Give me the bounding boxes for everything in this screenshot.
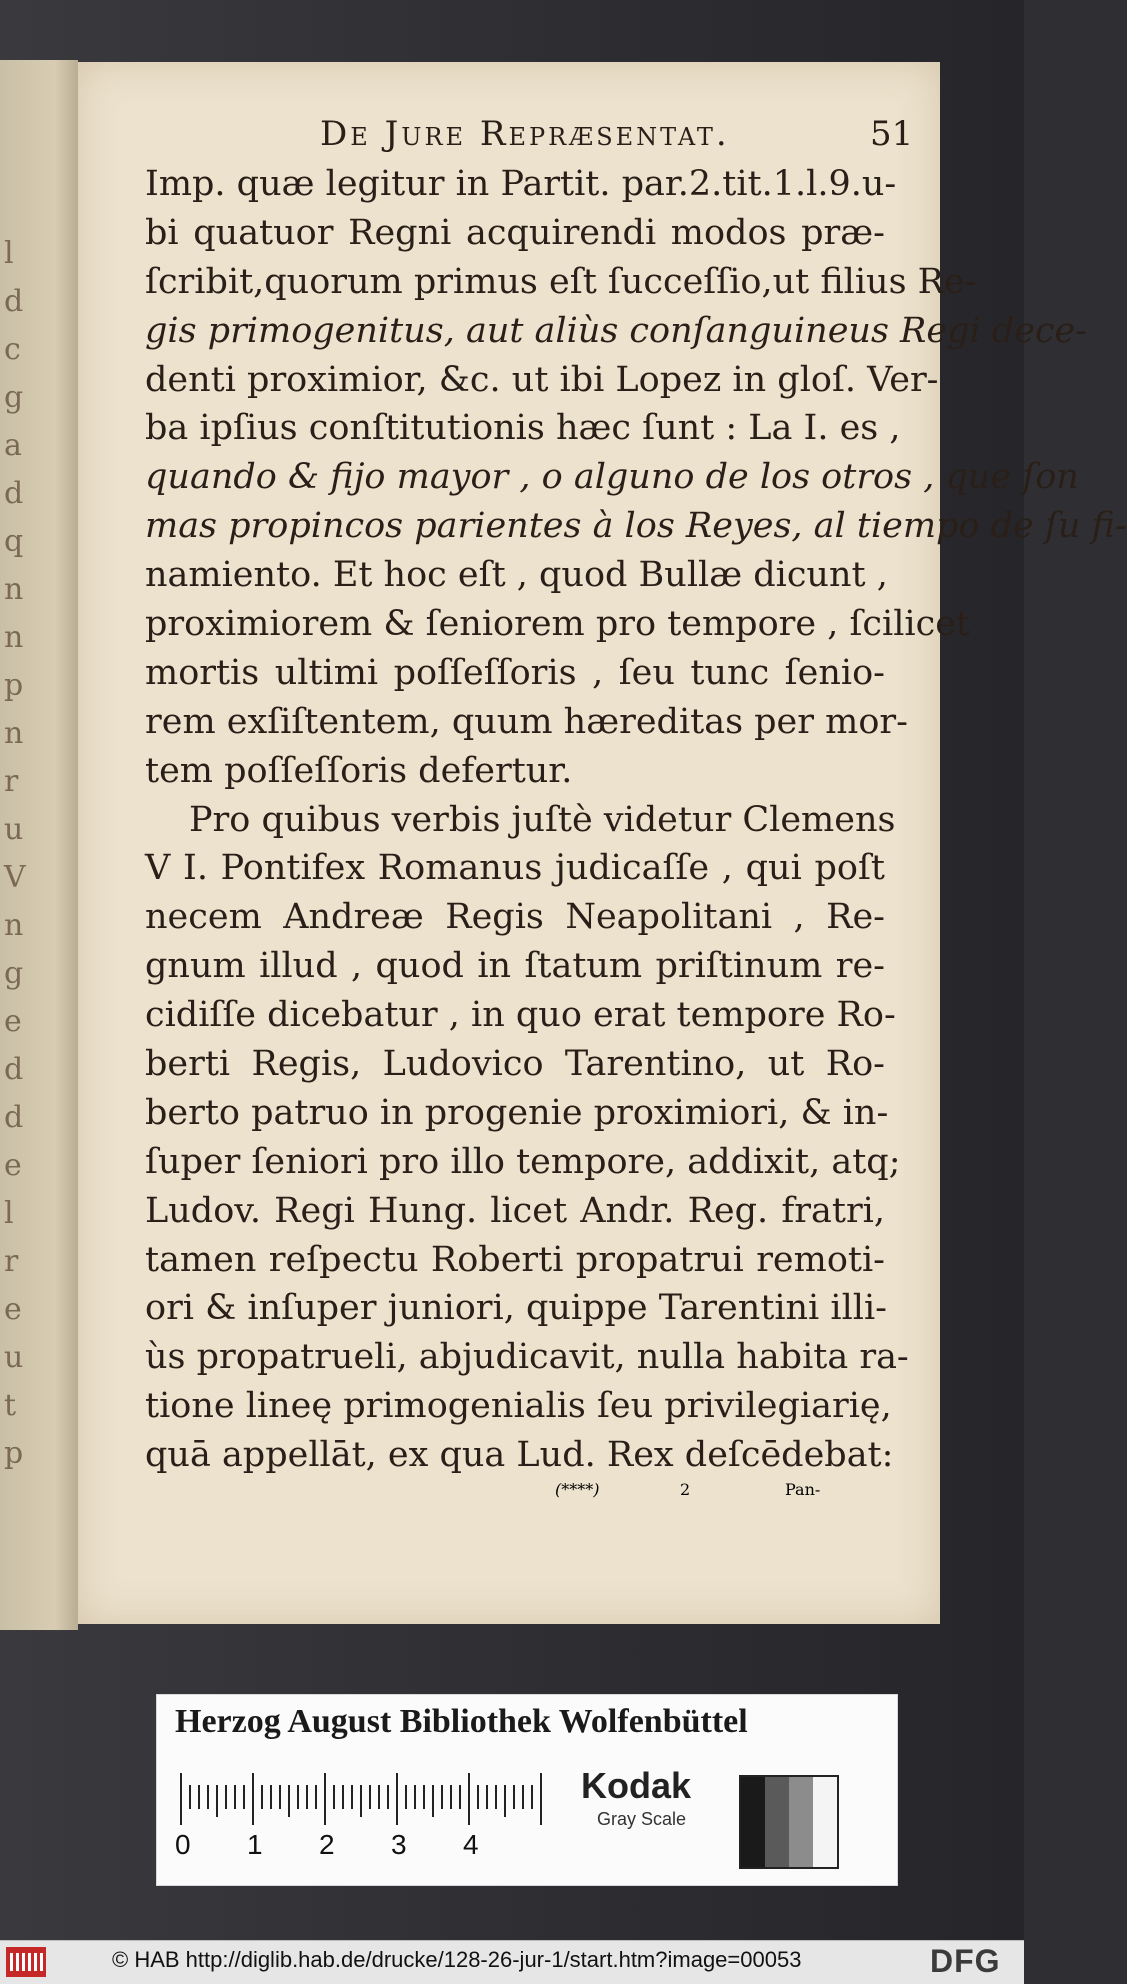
ruler-label: 0 xyxy=(175,1829,191,1860)
text-line: Imp. quæ legitur in Partit. par.2.tit.1.l.9.u- xyxy=(145,164,897,204)
text-line: tamen reſpectu Roberti propatrui remoti- xyxy=(145,1239,885,1280)
catchword: Pan- xyxy=(785,1480,821,1500)
text-line: proximiorem & ſeniorem pro tempore , ſcilicet xyxy=(145,604,970,645)
text-line: berti Regis, Ludovico Tarentino, ut Ro- xyxy=(145,1044,885,1085)
hab-logo-icon xyxy=(6,1947,46,1977)
source-citation: © HAB http://diglib.hab.de/drucke/128-26-jur-1/start.htm?image=00053 xyxy=(112,1947,802,1972)
gray-swatch xyxy=(765,1777,789,1867)
text-line: mas propincos parientes à los Reyes, al tiempo de ſu fi- xyxy=(145,506,1127,547)
text-line: Ludov. Regi Hung. licet Andr. Reg. fratri, xyxy=(145,1190,885,1231)
text-line: ba ipſius conſtitutionis hæc ſunt : La I. es , xyxy=(145,408,901,449)
text-line: necem Andreæ Regis Neapolitani , Re- xyxy=(145,897,885,938)
book-page xyxy=(78,62,1127,1624)
library-name: Herzog August Bibliothek Wolfenbüttel xyxy=(175,1703,748,1740)
text-line: rem exſiſtentem, quum hæreditas per mor- xyxy=(145,701,908,742)
signature-mark: (****) xyxy=(555,1480,600,1500)
text-line: ùs propatrueli, abjudicavit, nulla habita ra- xyxy=(145,1337,909,1378)
ruler xyxy=(175,1773,561,1863)
text-line: quā appellāt, ex qua Lud. Rex deſcēdebat: xyxy=(145,1435,894,1476)
ruler-label: 3 xyxy=(391,1829,407,1860)
text-line: namiento. Et hoc eſt , quod Bullæ dicunt , xyxy=(145,555,888,596)
color-calibration-card xyxy=(156,1694,898,1886)
text-line: berto patruo in progenie proximiori, & in- xyxy=(145,1092,889,1133)
text-line: mortis ultimi poſſeſſoris , ſeu tunc ſenio- xyxy=(145,652,885,693)
page-header xyxy=(250,114,950,166)
text-line: ſcribit,quorum primus eſt ſucceſſio,ut filius Re- xyxy=(145,261,977,302)
text-line: cidiſſe dicebatur , in quo erat tempore Ro- xyxy=(145,995,896,1036)
gray-swatch xyxy=(741,1777,765,1867)
gray-swatch xyxy=(789,1777,813,1867)
ruler-label: 2 xyxy=(319,1829,335,1860)
adjacent-page-letters: l d c g a d q n n p n r u V n g e d d e l r e u t p xyxy=(4,236,26,1471)
text-line: Pro quibus verbis juſtè videtur Clemens xyxy=(189,799,896,840)
text-line: V I. Pontifex Romanus judicaſſe , qui poſt xyxy=(145,848,885,889)
gray-swatch xyxy=(813,1777,837,1867)
text-line: ſuper ſeniori pro illo tempore, addixit, atq; xyxy=(145,1141,901,1182)
text-line: gis primogenitus, aut aliùs conſanguineus Regi dece- xyxy=(145,310,1088,351)
dfg-logo: DFG xyxy=(930,1943,1001,1979)
catchline xyxy=(145,1480,885,1528)
adjacent-page-edge xyxy=(0,60,78,1630)
kodak-logo: Kodak xyxy=(581,1765,692,1806)
text-line: denti proximior, &c. ut ibi Lopez in gloſ. Ver- xyxy=(145,359,939,400)
body-text xyxy=(145,160,1127,1528)
ruler-ticks xyxy=(181,1773,551,1825)
ruler-label: 1 xyxy=(247,1829,263,1860)
viewer-footer-bar xyxy=(0,1940,1024,1984)
text-line: quando & fijo mayor , o alguno de los otros , que ſon xyxy=(145,457,1079,498)
gray-scale-swatches xyxy=(739,1775,839,1869)
ruler-label: 4 xyxy=(463,1829,479,1860)
running-head: De Jure Repræsentat. xyxy=(320,114,730,154)
text-line: tem poſſeſſoris defertur. xyxy=(145,750,573,791)
text-line: gnum illud , quod in ſtatum priſtinum re- xyxy=(145,946,885,987)
text-line: tione lineę primogenialis ſeu privilegiarię, xyxy=(145,1386,892,1427)
text-line: ori & inſuper juniori, quippe Tarentini illi- xyxy=(145,1288,887,1329)
text-line: bi quatuor Regni acquirendi modos præ- xyxy=(145,212,885,253)
sheet-number: 2 xyxy=(680,1480,691,1500)
gray-scale-label: Gray Scale xyxy=(597,1809,687,1829)
page-number: 51 xyxy=(870,114,914,154)
